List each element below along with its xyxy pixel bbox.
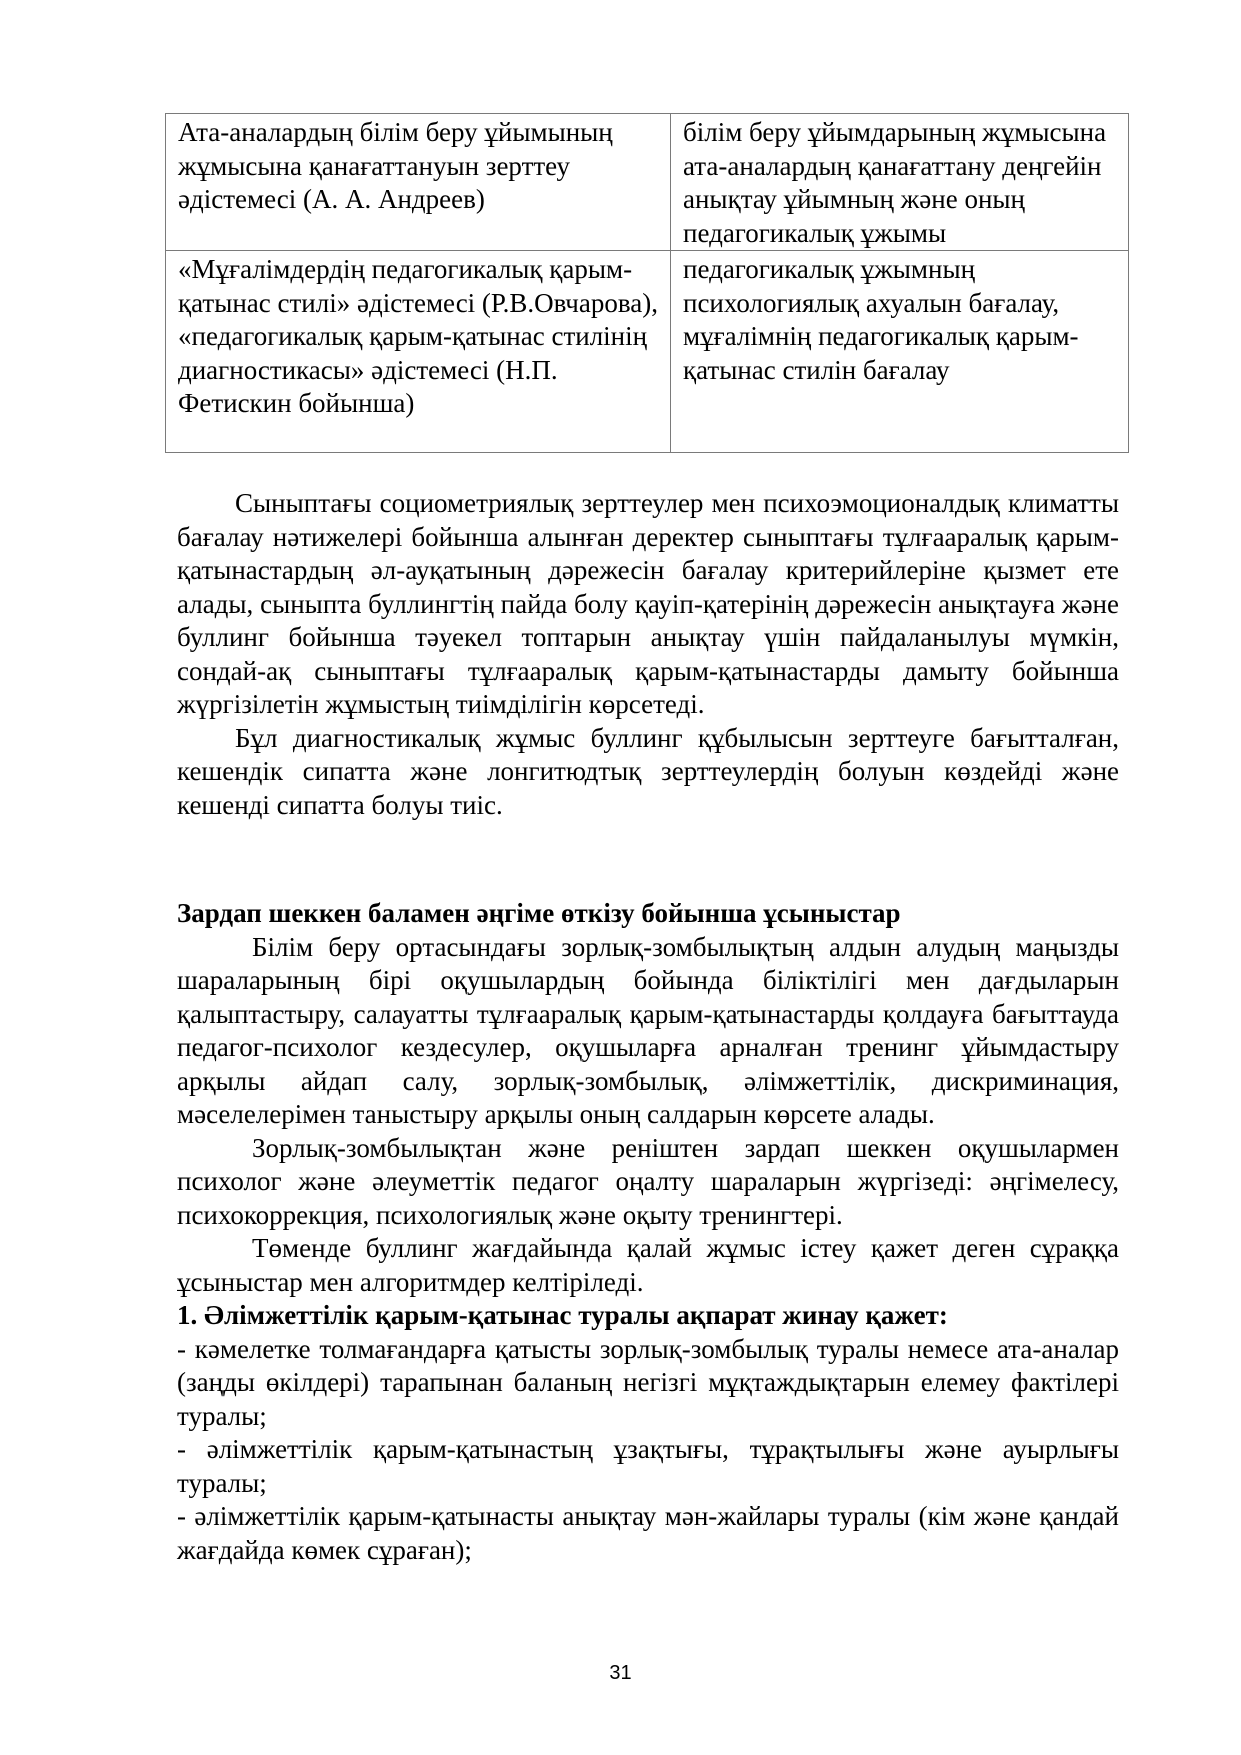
page-number: 31 — [609, 1662, 632, 1684]
body-text-block — [177, 487, 1119, 822]
table-cell-method: Ата-аналардың білім беру ұйымының жұмысына қанағаттануын зерттеу әдістемесі (А. А. Андреев) — [166, 114, 671, 251]
paragraph: Білім беру ортасындағы зорлық-зомбылықтың алдын алудың маңызды шараларының бірі оқушылардың бойында біліктілігі мен дағдыларын қалыптастыру, салауатты тұлғааралық қарым-қатынастарды қолдауға бағыттауда педагог-психолог кездесулер, оқушыларға арналған тренинг ұйымдастыру арқылы айдап салу, зорлық-зомбылық, әлімжеттілік, дискриминация, мәселелерімен таныстыру арқылы оның салдарын көрсете алады. — [177, 931, 1119, 1129]
paragraph: Төменде буллинг жағдайында қалай жұмыс істеу қажет деген сұраққа ұсыныстар мен алгоритмдер келтіріледі. — [177, 1233, 1119, 1297]
subsection-heading: 1. Әлімжеттілік қарым-қатынас туралы ақпарат жинау қажет: — [177, 1300, 948, 1330]
list-item: - кәмелетке толмағандарға қатысты зорлық-зомбылық туралы немесе ата-аналар (заңды өкілдері) тарапынан баланың негізгі мұқтаждықтарын елемеу фактілері туралы; — [177, 1333, 1119, 1431]
table-cell-method: «Мұғалімдердің педагогикалық қарым-қатынас стилі» әдістемесі (Р.В.Овчарова), «педагогикалық қарым-қатынас стилінің диагностикасы» әдістемесі (Н.П. Фетискин бойынша) — [166, 251, 671, 453]
paragraph: Сыныптағы социометриялық зерттеулер мен психоэмоционалдық климатты бағалау нәтижелері бойынша алынған деректер сыныптағы тұлғааралық қарым-қатынастардың әл-ауқатының дәрежесін бағалау критерийлеріне қызмет ете алады, сыныпта буллингтің пайда болу қауіп-қатерінің дәрежесін анықтауға және буллинг бойынша тәуекел топтарын анықтау үшін пайдаланылуы мүмкін, сондай-ақ сыныптағы тұлғааралық қарым-қатынастарды дамыту бойынша жүргізілетін жұмыстың тиімділігін көрсетеді. — [177, 488, 1119, 719]
table-cell-purpose: педагогикалық ұжымның психологиялық ахуалын бағалау, мұғалімнің педагогикалық қарым-қатынас стилін бағалау — [671, 251, 1129, 453]
list-item: - әлімжеттілік қарым-қатынастың ұзақтығы, тұрақтылығы және ауырлығы туралы; — [177, 1434, 1119, 1498]
list-item: - әлімжеттілік қарым-қатынасты анықтау мән-жайлары туралы (кім және қандай жағдайда көмек сұраған); — [177, 1501, 1119, 1565]
section-heading: Зардап шеккен баламен әңгіме өткізу бойынша ұсыныстар — [177, 898, 901, 928]
methods-table — [165, 113, 1129, 453]
table-cell-purpose: білім беру ұйымдарының жұмысына ата-аналардың қанағаттану деңгейін анықтау ұйымның және оның педагогикалық ұжымы — [671, 114, 1129, 251]
paragraph: Зорлық-зомбылықтан және реніштен зардап шеккен оқушылармен психолог және әлеуметтік педагог оңалту шараларын жүргізеді: әңгімелесу, психокоррекция, психологиялық және оқыту тренингтері. — [177, 1132, 1119, 1230]
recommendations-section — [177, 897, 1119, 1567]
table-row — [166, 114, 1129, 251]
paragraph: Бұл диагностикалық жұмыс буллинг құбылысын зерттеуге бағытталған, кешендік сипатта және лонгитюдтық зерттеулердің болуын көздейді және кешенді сипатта болуы тиіс. — [177, 722, 1119, 820]
table-row — [166, 251, 1129, 453]
